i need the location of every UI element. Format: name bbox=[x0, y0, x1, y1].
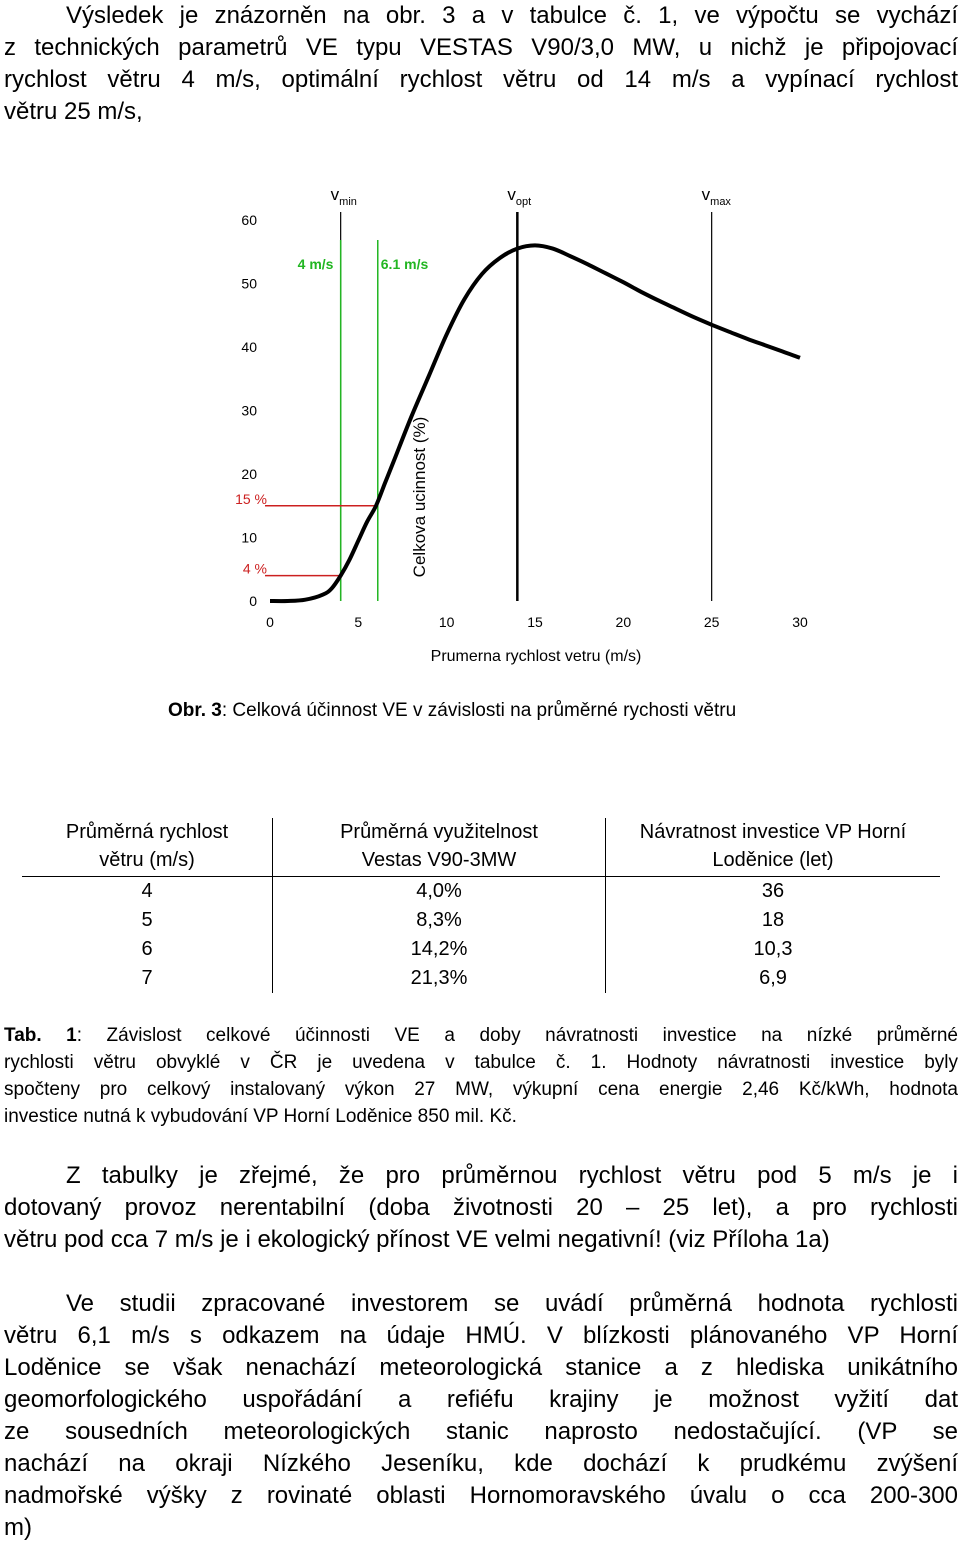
table-row bbox=[22, 906, 940, 935]
caption-line: investice nutná k vybudování VP Horní Loděnice 850 mil. Kč. bbox=[4, 1106, 517, 1127]
table-row bbox=[22, 935, 940, 964]
figure-caption-text: : Celková účinnost VE v závislosti na průměrné rychosti větru bbox=[221, 700, 737, 721]
table-cell: 5 bbox=[22, 906, 273, 935]
table-caption bbox=[4, 1022, 958, 1130]
table-caption-label: Tab. 1 bbox=[4, 1025, 77, 1046]
green-speed-label: 4 m/s bbox=[297, 256, 334, 272]
y-tick-label: 30 bbox=[241, 402, 257, 419]
text-line: Ve studii zpracované investorem se uvádí průměrná hodnota rychlosti bbox=[66, 1290, 958, 1317]
text-line: Z tabulky je zřejmé, že pro průměrnou rychlost větru pod 5 m/s je i bbox=[66, 1162, 958, 1189]
efficiency-chart bbox=[200, 180, 840, 670]
red-efficiency-label: 4 % bbox=[242, 560, 267, 577]
y-tick-label: 40 bbox=[241, 339, 257, 355]
y-tick-label: 50 bbox=[241, 275, 257, 292]
text-line: geomorfologického uspořádání a refiéfu krajiny je možnost vyžití dat bbox=[4, 1386, 958, 1413]
chart-plot-area bbox=[235, 185, 808, 630]
text-line: Výsledek je znázorněn na obr. 3 a v tabulce č. 1, ve výpočtu se vychází bbox=[66, 2, 958, 29]
text-line: z technických parametrů VE typu VESTAS V90/3,0 MW, u nichž je připojovací bbox=[4, 34, 958, 61]
text-line: větru pod cca 7 m/s je i ekologický přínost VE velmi negativní! (viz Příloha 1a) bbox=[4, 1226, 830, 1253]
table-cell: 21,3% bbox=[273, 964, 606, 993]
conclusion-paragraph bbox=[4, 1160, 958, 1256]
red-efficiency-label: 15 % bbox=[235, 490, 267, 507]
table-cell: 6 bbox=[22, 935, 273, 964]
text-line: rychlost větru 4 m/s, optimální rychlost větru od 14 m/s a vypínací rychlost bbox=[4, 66, 958, 93]
figure-caption-label: Obr. 3 bbox=[168, 700, 222, 721]
caption-line: spočteny pro celkový instalovaný výkon 27 MW, výkupní cena energie 2,46 Kč/kWh, hodnota bbox=[4, 1079, 958, 1100]
speed-marker-label: $v_{max}$ bbox=[701, 185, 731, 208]
column-header-wind-speed: Průměrná rychlost větru (m/s) bbox=[22, 818, 273, 877]
data-table bbox=[22, 818, 940, 993]
text-line: nadmořské výšky z rovinaté oblasti Hornomoravského úvalu o cca 200-300 bbox=[4, 1482, 958, 1509]
table-cell: 14,2% bbox=[273, 935, 606, 964]
efficiency-curve bbox=[270, 245, 800, 601]
table-cell: 8,3% bbox=[273, 906, 606, 935]
text-line: Loděnice se však nenachází meteorologická stanice a z hlediska unikátního bbox=[4, 1354, 958, 1381]
y-tick-label: 20 bbox=[241, 466, 257, 482]
study-paragraph bbox=[4, 1288, 958, 1544]
column-header-utilization: Průměrná využitelnost Vestas V90-3MW bbox=[273, 818, 606, 877]
table-cell: 18 bbox=[761, 909, 785, 931]
table-row bbox=[22, 964, 940, 993]
x-tick-label: 5 bbox=[354, 614, 363, 630]
y-tick-label: 0 bbox=[249, 593, 257, 609]
table-cell: 4 bbox=[22, 877, 273, 907]
x-tick-label: 15 bbox=[527, 614, 543, 630]
y-axis-title: Celkova ucinnost (%) bbox=[410, 416, 429, 578]
text-line: větru 6,1 m/s s odkazem na údaje HMÚ. V blízkosti plánovaného VP Horní bbox=[4, 1322, 958, 1349]
green-speed-label: 6.1 m/s bbox=[380, 256, 429, 272]
x-tick-label: 10 bbox=[438, 614, 455, 630]
speed-marker-label: $v_{min}$ bbox=[330, 185, 357, 208]
y-tick-label: 10 bbox=[241, 529, 257, 546]
y-tick-label: 60 bbox=[241, 212, 257, 228]
figure-caption bbox=[168, 699, 736, 723]
table-cell: 36 bbox=[761, 880, 785, 902]
table-cell: 4,0% bbox=[273, 877, 606, 907]
text-line: ze sousedních meteorologických stanic naprosto nedostačující. (VP se bbox=[4, 1418, 958, 1445]
table-row bbox=[22, 877, 940, 907]
text-line: dotovaný provoz nerentabilní (doba životnosti 20 – 25 let), a pro rychlosti bbox=[4, 1194, 958, 1221]
table-cell: 7 bbox=[22, 964, 273, 993]
table-cell: 10,3 bbox=[753, 938, 793, 960]
table-cell: 6,9 bbox=[759, 967, 787, 989]
x-tick-label: 0 bbox=[266, 614, 274, 630]
column-header-payback: Návratnost investice VP Horní Loděnice (let) bbox=[606, 818, 941, 877]
caption-line: rychlosti větru obvyklé v ČR je uvedena v tabulce č. 1. Hodnoty návratnosti investice byly bbox=[4, 1052, 958, 1073]
text-line: nachází na okraji Nízkého Jeseníku, kde dochází k prudkému zvýšení bbox=[4, 1450, 958, 1477]
x-tick-label: 20 bbox=[615, 614, 632, 630]
x-tick-label: 25 bbox=[703, 614, 720, 630]
speed-marker-label: $v_{opt}$ bbox=[507, 185, 532, 208]
table-header-row bbox=[22, 818, 940, 877]
text-line: m) bbox=[4, 1514, 32, 1541]
x-axis-title: Prumerna rychlost vetru (m/s) bbox=[430, 648, 642, 665]
caption-line: Tab. 1: Závislost celkové účinnosti VE a doby návratnosti investice na nízké průměrné bbox=[4, 1025, 958, 1046]
intro-paragraph bbox=[4, 0, 958, 128]
text-line: větru 25 m/s, bbox=[4, 98, 143, 125]
x-tick-label: 30 bbox=[792, 614, 808, 630]
